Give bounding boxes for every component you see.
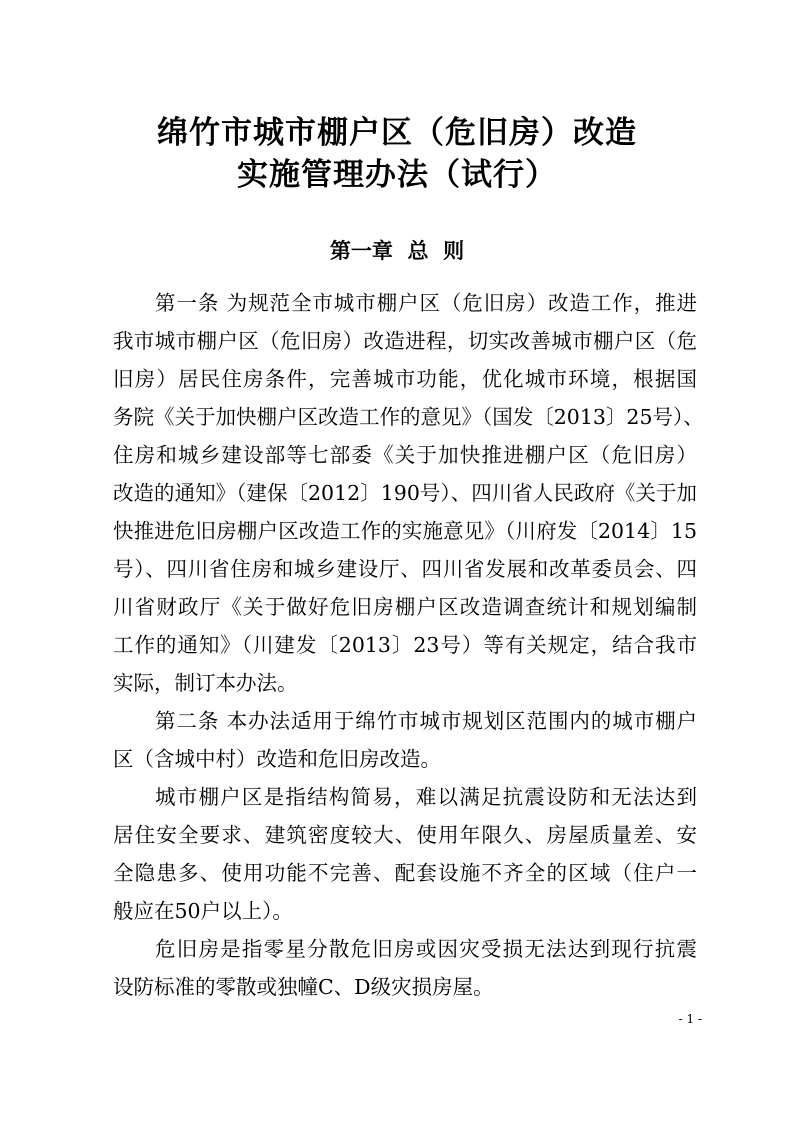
article-1-line-1: 第一条 为规范全市城市棚户区（危旧房）改造工作，推进	[155, 291, 697, 315]
shantytown-definition-line-4: 般应在50户以上）。	[113, 899, 293, 923]
article-1-line-4: 务院《关于加快棚户区改造工作的意见》（国发〔2013〕25号）、	[113, 405, 704, 429]
document-title-line-1: 绵竹市城市棚户区（危旧房）改造	[157, 115, 637, 151]
dilapidated-housing-definition-line-2: 设防标准的零散或独幢C、D级灾损房屋。	[113, 975, 494, 999]
chapter-heading: 第一章 总 则	[329, 239, 465, 263]
article-2-line-2: 区（含城中村）改造和危旧房改造。	[113, 747, 441, 771]
article-1-line-7: 快推进危旧房棚户区改造工作的实施意见》（川府发〔2014〕15	[113, 519, 697, 543]
article-2-line-1: 第二条 本办法适用于绵竹市城市规划区范围内的城市棚户	[155, 709, 697, 733]
article-1-line-5: 住房和城乡建设部等七部委《关于加快推进棚户区（危旧房）	[113, 443, 697, 467]
article-1-line-11: 实际，制订本办法。	[113, 671, 298, 695]
dilapidated-housing-definition-line-1: 危旧房是指零星分散危旧房或因灾受损无法达到现行抗震	[155, 937, 697, 961]
article-1-line-2: 我市城市棚户区（危旧房）改造进程，切实改善城市棚户区（危	[113, 329, 697, 353]
shantytown-definition-line-2: 居住安全要求、建筑密度较大、使用年限久、房屋质量差、安	[113, 823, 697, 847]
article-1-line-3: 旧房）居民住房条件，完善城市功能，优化城市环境，根据国	[113, 367, 697, 391]
article-1-line-8: 号）、四川省住房和城乡建设厅、四川省发展和改革委员会、四	[113, 557, 697, 581]
page-number: - 1 -	[678, 1012, 702, 1026]
shantytown-definition-line-3: 全隐患多、使用功能不完善、配套设施不齐全的区域（住户一	[113, 861, 697, 885]
shantytown-definition-line-1: 城市棚户区是指结构简易，难以满足抗震设防和无法达到	[155, 785, 697, 809]
document-title-line-2: 实施管理办法（试行）	[237, 157, 557, 193]
article-1-line-6: 改造的通知》（建保〔2012〕190号）、四川省人民政府《关于加	[113, 481, 697, 505]
article-1-line-10: 工作的通知》（川建发〔2013〕23号）等有关规定，结合我市	[113, 633, 697, 657]
article-1-line-9: 川省财政厅《关于做好危旧房棚户区改造调查统计和规划编制	[113, 595, 697, 619]
